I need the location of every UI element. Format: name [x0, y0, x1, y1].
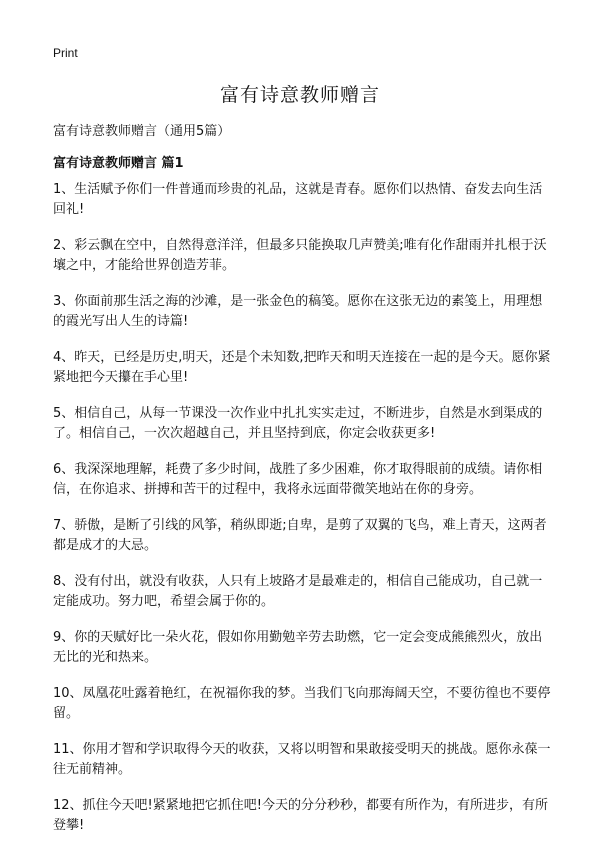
paragraph-list — [53, 180, 553, 852]
paragraph-item: 3、你面前那生活之海的沙滩，是一张金色的稿笺。愿你在这张无边的素笺上，用理想的霞光写出人生的诗篇! — [53, 294, 543, 329]
paragraph-item: 5、相信自己，从每一节课没一次作业中扎扎实实走过，不断进步，自然是水到渠成的了。相信自己，一次次超越自己，并且坚持到底，你定会收获更多! — [53, 406, 543, 441]
paragraph-item: 12、抓住今天吧!紧紧地把它抓住吧!今天的分分秒秒，都要有所作为，有所进步，有所登攀! — [53, 798, 548, 833]
document-subtitle: 富有诗意教师赠言（通用5篇） — [53, 124, 231, 139]
page-title: 富有诗意教师赠言 — [219, 84, 380, 106]
paragraph-item: 10、凤凰花吐露着艳红，在祝福你我的梦。当我们飞向那海阔天空，不要彷徨也不要停留。 — [53, 686, 551, 721]
paragraph-item: 9、你的天赋好比一朵火花，假如你用勤勉辛劳去助燃，它一定会变成熊熊烈火，放出无比的光和热来。 — [53, 630, 543, 665]
paragraph-item: 6、我深深地理解，耗费了多少时间，战胜了多少困难，你才取得眼前的成绩。请你相信，在你追求、拼搏和苦干的过程中，我将永远面带微笑地站在你的身旁。 — [53, 462, 543, 497]
paragraph-item: 8、没有付出，就没有收获，人只有上坡路才是最难走的，相信自己能成功，自己就一定能成功。努力吧，希望会属于你的。 — [53, 574, 543, 609]
paragraph-item: 2、彩云飘在空中，自然得意洋洋，但最多只能换取几声赞美;唯有化作甜雨并扎根于沃壤之中，才能给世界创造芳菲。 — [53, 238, 547, 273]
paragraph-item: 7、骄傲，是断了引线的风筝，稍纵即逝;自卑，是剪了双翼的飞鸟，难上青天，这两者都是成才的大忌。 — [53, 518, 547, 553]
paragraph-item: 4、昨天，已经是历史,明天，还是个未知数,把昨天和明天连接在一起的是今天。愿你紧紧地把今天攥在手心里! — [53, 350, 551, 385]
section-heading: 富有诗意教师赠言 篇1 — [53, 156, 184, 171]
print-link[interactable]: Print — [53, 46, 78, 60]
paragraph-item: 1、生活赋予你们一件普通而珍贵的礼品，这就是青春。愿你们以热情、奋发去向生活回礼! — [53, 182, 543, 217]
paragraph-item: 11、你用才智和学识取得今天的收获，又将以明智和果敢接受明天的挑战。愿你永葆一往无前精神。 — [53, 742, 551, 777]
